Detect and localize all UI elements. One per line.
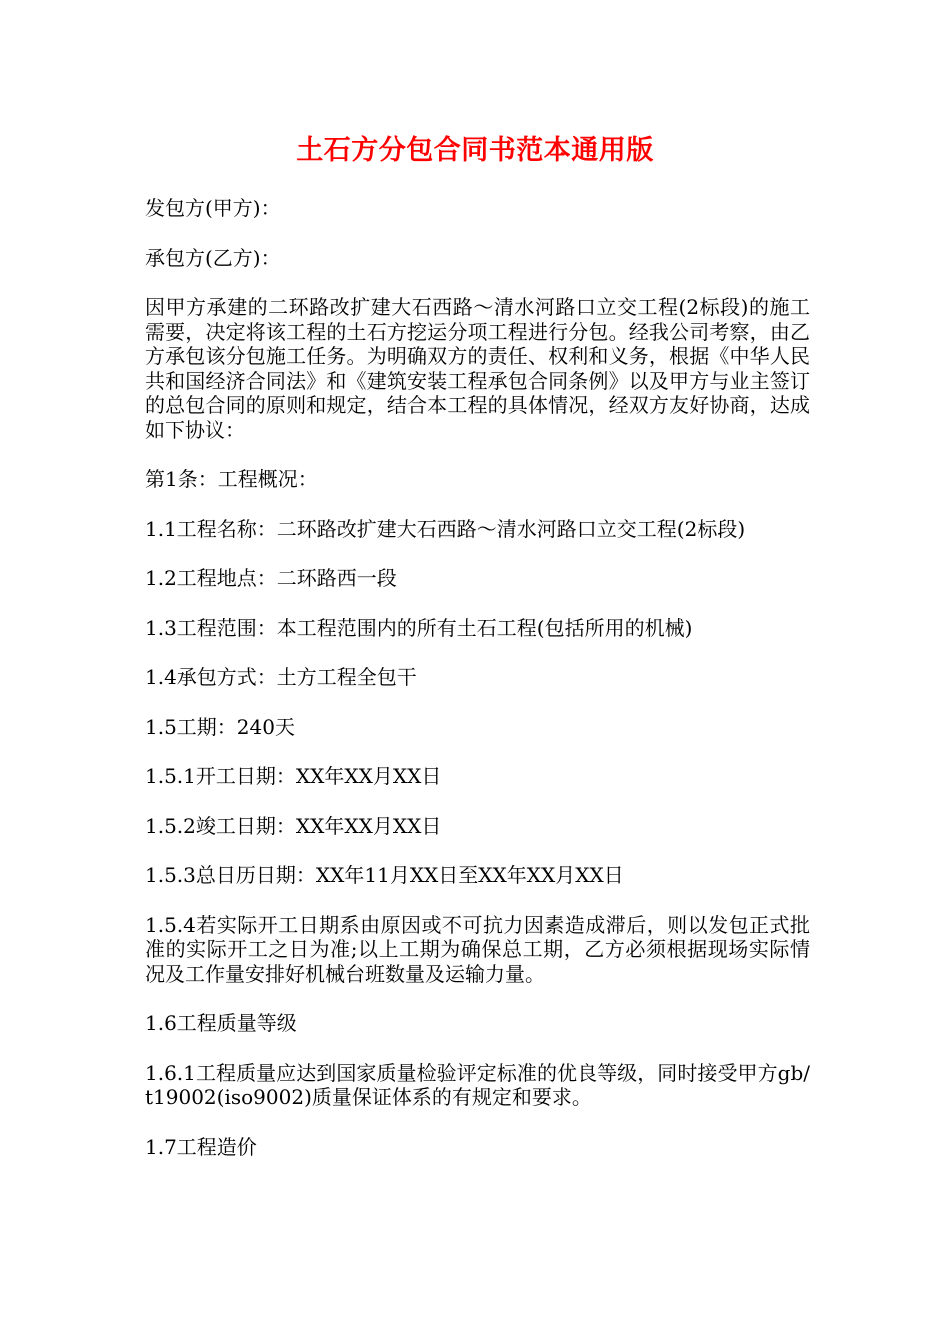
document-title: 土石方分包合同书范本通用版 bbox=[296, 135, 654, 166]
clause-1-4: 1.4承包方式：土方工程全包干 bbox=[145, 665, 417, 689]
article-1-heading: 第1条：工程概况： bbox=[145, 467, 318, 491]
clause-1-3: 1.3工程范围：本工程范围内的所有土石工程(包括所用的机械) bbox=[145, 615, 693, 640]
clause-1-5-1: 1.5.1开工日期：XX年XX月XX日 bbox=[145, 764, 442, 788]
clause-1-6: 1.6工程质量等级 bbox=[145, 1011, 297, 1035]
preamble-paragraph: 因甲方承建的二环路改扩建大石西路～清水河路口立交工程(2标段)的施工需要，决定将该工程的土石方挖运分项工程进行分包。经我公司考察，由乙方承包该分包施工任务。为明确双方的责任、权利和义务，根据《中华人民共和国经济合同法》和《建筑安装工程承包合同条例》以及甲方与业主签订的总包合同的原则和规定，结合本工程的具体情况，经双方友好协商，达成如下协议： bbox=[145, 295, 810, 442]
clause-1-2: 1.2工程地点：二环路西一段 bbox=[145, 566, 397, 590]
clause-1-5-2: 1.5.2竣工日期：XX年XX月XX日 bbox=[145, 813, 442, 838]
clause-1-5-3: 1.5.3总日历日期：XX年11月XX日至XX年XX月XX日 bbox=[145, 863, 624, 887]
clause-1-5-4: 1.5.4若实际开工日期系由原因或不可抗力因素造成滞后，则以发包正式批准的实际开工之日为准;以上工期为确保总工期，乙方必须根据现场实际情况及工作量安排好机械台班数量及运输力量。 bbox=[145, 912, 810, 986]
document-body bbox=[145, 196, 810, 1184]
party-b-line: 承包方(乙方)： bbox=[145, 245, 281, 270]
party-a-line: 发包方(甲方)： bbox=[145, 196, 281, 220]
clause-1-7: 1.7工程造价 bbox=[145, 1134, 257, 1159]
clause-1-5: 1.5工期：240天 bbox=[145, 714, 295, 739]
clause-1-6-1: 1.6.1工程质量应达到国家质量检验评定标准的优良等级，同时接受甲方gb/t19002(iso9002)质量保证体系的有规定和要求。 bbox=[145, 1060, 810, 1109]
clause-1-1: 1.1工程名称：二环路改扩建大石西路～清水河路口立交工程(2标段) bbox=[145, 516, 746, 541]
